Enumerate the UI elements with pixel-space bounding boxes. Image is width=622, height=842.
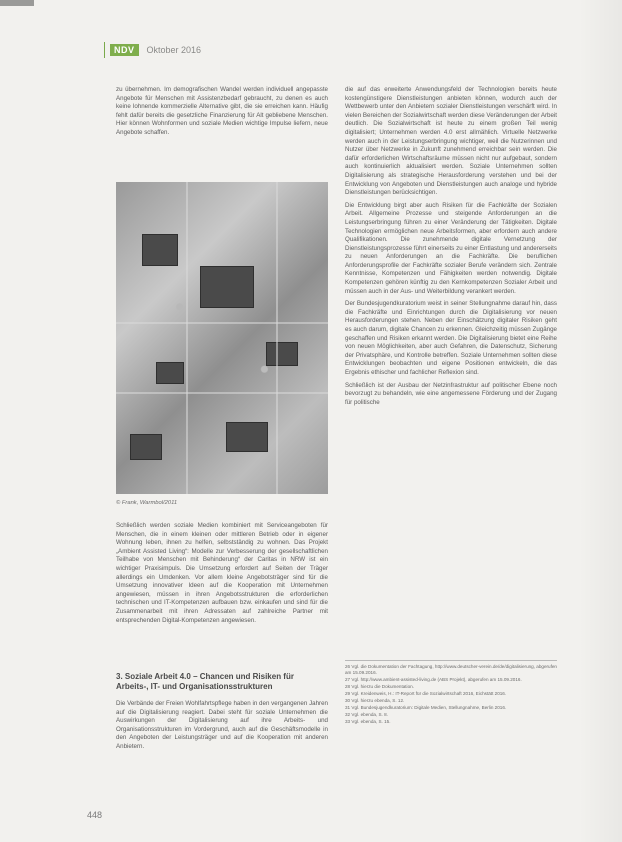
running-header: [104, 43, 201, 57]
page-number: 448: [87, 810, 103, 820]
footnote: 31 Vgl. Bundesjugendkuratorium: Digitale Medien, Stellungnahme, Berlin 2016.: [345, 705, 507, 710]
footnote: 26 Vgl. die Dokumentation der Fachtagung, http://www.deutscher-verein.de/de/digitalisierung, abgerufen am 15.09.2016.: [345, 664, 557, 675]
chip-shape: [156, 362, 184, 384]
trace-line: [116, 322, 328, 324]
chip-shape: [142, 234, 178, 266]
chip-shape: [226, 422, 268, 452]
footnote: 29 Vgl. Kreidenweis, H.: IT-Report für die Sozialwirtschaft 2016, Eichstätt 2016.: [345, 691, 507, 696]
left-top-paragraph: zu übernehmen. Im demografischen Wandel werden individuell angepasste Angebote für Menschen mit Assistenzbedarf gebraucht, zu denen es auch keine lohnende kommerzielle Alternative gibt, die sie erreichen kann. Häufig fehlt dafür bereits die gesetzliche Finanzierung für Alt gebliebene Menschen. Hier können Wohnformen und soziale Medien wichtige Impulse liefern, neue Angebote schaffen.: [116, 86, 328, 136]
right-paragraph-3: Der Bundesjugendkuratorium weist in seiner Stellungnahme darauf hin, dass die Fachkräfte und Einrichtungen durch die Digitalisierung vor neuen Herausforderungen stehen. Neben der Einschätzung digitaler Risiken geht es auch darum, digitale Chancen zu erkennen. Gleichzeitig müssen Zugänge geschaffen und Risiken erkannt werden. Die Digitalisierung bietet eine Reihe von neuen Möglichkeiten, aber auch Gefahren, die Datenschutz, Sicherung der Privatsphäre, und Kontrolle betreffen. Soziale Unternehmen sollten diese Entwicklungen beobachten und eigene Positionen entwickeln, die das Ergebnis ethischer und fachlicher Reflexion sind.: [345, 300, 557, 376]
section-heading: 3. Soziale Arbeit 4.0 – Chancen und Risiken für Arbeits-, IT- und Organisationsstrukturen: [116, 672, 294, 691]
issue-date: Oktober 2016: [146, 45, 202, 55]
left-column-bottom: [116, 700, 328, 756]
trace-line: [186, 182, 188, 494]
chip-shape: [266, 342, 298, 366]
footnote-rule: [345, 660, 557, 661]
page-fold-shadow: [578, 0, 622, 842]
circuit-board-photo: [116, 182, 328, 494]
right-paragraph-2: Die Entwicklung birgt aber auch Risiken für die Fachkräfte der Sozialen Arbeit. Allgemeine Prozesse und steigende Anforderungen an die Leistungserbringung führen zu einer Veränderung der Tätigkeiten. Digitale Technologien ermöglichen neue Arbeitsformen, aber erfordern auch andere Qualifikationen. Die zunehmende digitale Vernetzung der Dienstleistungsprozesse führt einerseits zu einer Entlastung und andererseits zu neuen Anforderungen an die Fachkräfte. Die beruflichen Anforderungsprofile der Fachkräfte sozialer Berufe verändern sich. Zentrale Kenntnisse, Kompetenzen und Fähigkeiten werden notwendig. Digitale Kompetenzen gehören künftig zu den Kernkompetenzen Sozialer Arbeit und müssen auch in der Aus- und Weiterbildung verankert werden.: [345, 201, 557, 295]
left-column-top: [116, 86, 328, 142]
right-column: [345, 86, 557, 411]
trace-line: [276, 182, 278, 494]
trace-line: [116, 392, 328, 394]
footnote: 33 Vgl. ebenda, S. 15.: [345, 719, 391, 724]
footnote: 27 Vgl. http://www.ambient-assisted-living.de (ABS Projekt), abgerufen am 15.09.2016.: [345, 677, 522, 682]
left-bottom-paragraph: Die Verbände der Freien Wohlfahrtspflege haben in den vergangenen Jahren auf die Digitalisierung reagiert. Dabei steht für soziale Unternehmen die Auswirkungen der Digitalisierung auf ihre Arbeits- und Organisationsstrukturen im Vordergrund, auch auf die Geschäftsmodelle in den Angeboten der Leistungsträger und auf die Kooperation mit anderen Anbietern.: [116, 700, 328, 750]
chip-shape: [130, 434, 162, 460]
right-paragraph-4: Schließlich ist der Ausbau der Netzinfrastruktur auf politischer Ebene noch bevorzugt zu behandeln, wie eine angemessene Förderung und der Zugang für politische: [345, 381, 557, 406]
footnote: 28 Vgl. hierzu die Dokumentation.: [345, 684, 414, 689]
chip-shape: [200, 266, 254, 308]
left-body-paragraph: Schließlich werden soziale Medien kombiniert mit Serviceangeboten für Menschen, die in einem kleinen oder mittleren Betrieb oder in eigener Wohnung leben, ihnen zu helfen, selbstständig zu wohnen. Das Projekt „Ambient Assisted Living“: Modelle zur Verbesserung der gesellschaftlichen Teilhabe von Menschen mit Behinderung“ der Caritas in NRW ist ein wichtiger Praxisimpuls. Die Umsetzung erfordert auf Seiten der Träger allerdings ein Umdenken. Vor allem kleine Angebotsträger sind für die Umsetzung innovativer Ideen auf die Kooperation mit Unternehmen angewiesen, müssen in ihren Angebotsstrukturen die erforderlichen technischen und IT-Kompetenzen aufbauen bzw. einkaufen und sind für die Zusammenarbeit mit ihren Adressaten auf zahlreiche Partner mit entsprechenden Digital-Kompetenzen angewiesen.: [116, 522, 328, 624]
right-paragraph-1: die auf das erweiterte Anwendungsfeld der Technologien bereits heute kostengünstigere Dienstleistungen anbieten können, wodurch auch der Wettbewerb unter den Anbietern sozialer Dienstleistungen verschärft wird. In vielen Bereichen der Sozialwirtschaft werden diese Veränderungen der Arbeit deutlich. Die Sozialwirtschaft ist heute zu einem großen Teil wenig digitalisiert; Unternehmen werden 4.0 erst allmählich. Virtuelle Netzwerke werden auch in der Leistungserbringung wichtiger, weil die Nutzerinnen und Nutzer über Netzwerke in Zukunft zunehmend erreichbar sein werden. Die dafür erforderlichen Wirtschaftsräume müssen nicht nur aufgebaut, sondern auch kontinuierlich aktualisiert werden. Soziale Unternehmen sollten Digitalisierung als strategische Herausforderung verstehen und bei der Entwicklung von Angeboten und Dienstleistungen auch analoge und hybride Dienstleistungen berücksichtigen.: [345, 86, 557, 197]
scan-edge-mark: [0, 0, 34, 6]
photo-caption: © Frank, Warmbol/2011: [116, 500, 178, 506]
footnote: 32 Vgl. ebenda, S. 8.: [345, 712, 388, 717]
journal-logo: NDV: [110, 44, 139, 56]
footnotes: [345, 664, 557, 726]
left-column-body: [116, 522, 328, 629]
footnote: 30 Vgl. hierzu ebenda, S. 12.: [345, 698, 405, 703]
